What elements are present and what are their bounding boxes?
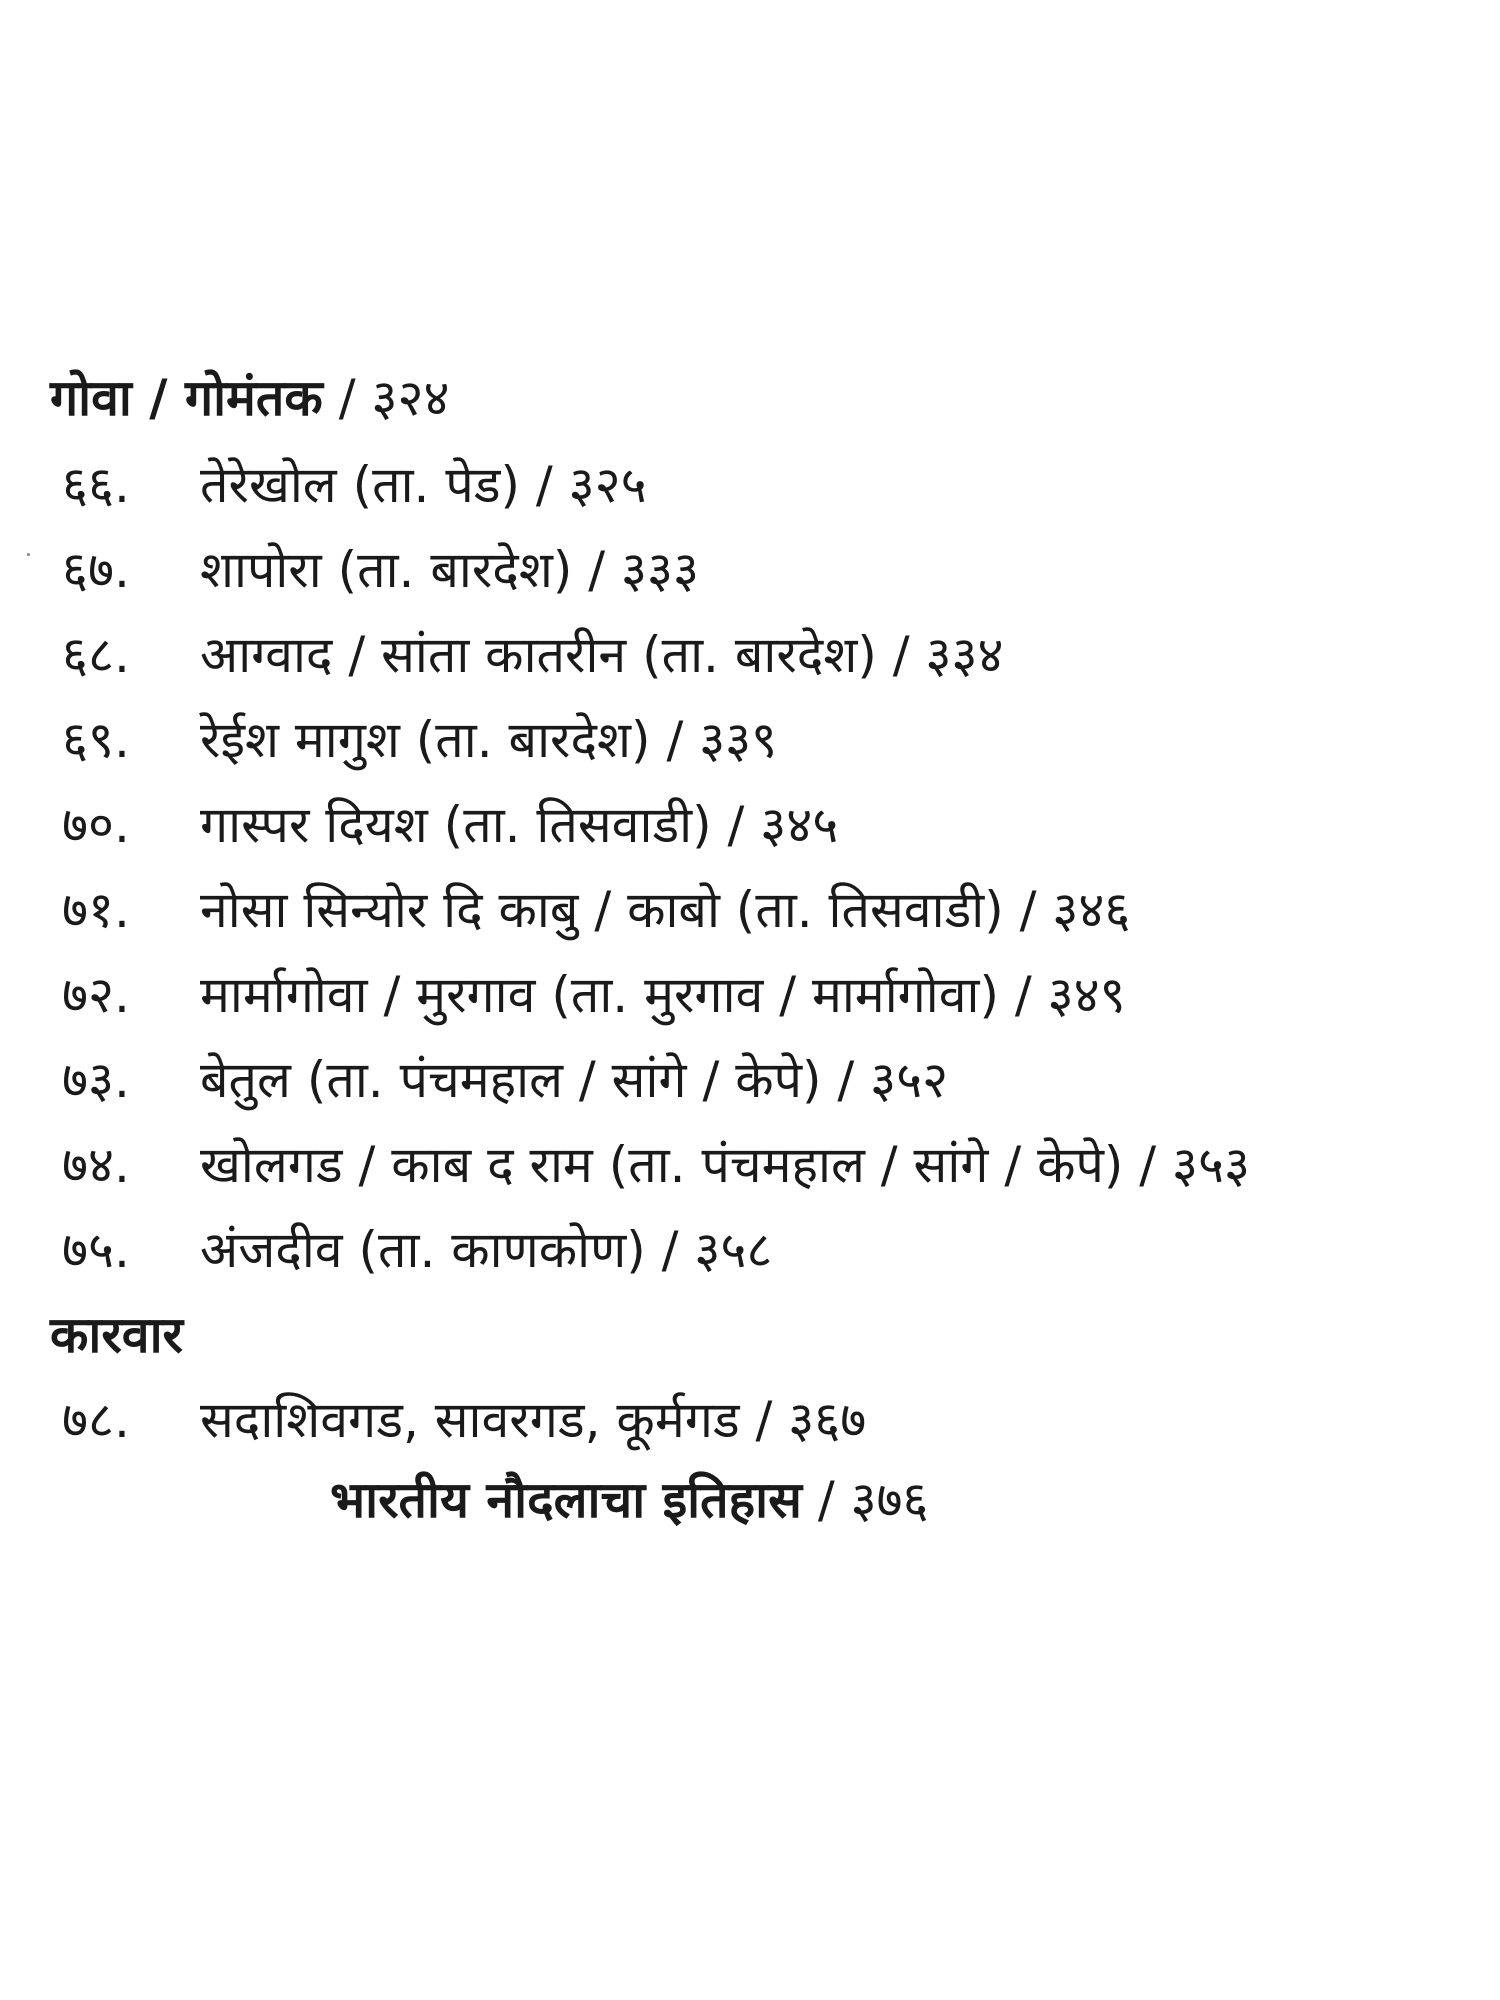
separator: / (650, 711, 700, 769)
entry-page-number: ३४९ (1047, 966, 1126, 1024)
separator: / (711, 796, 761, 854)
entry-title: शापोरा (ता. बारदेश) (200, 541, 573, 599)
entry-page-number: ३५२ (870, 1051, 949, 1109)
toc-entry[interactable] (62, 1390, 866, 1450)
entry-title: मार्मागोवा / मुरगाव (ता. मुरगाव / मार्मागोवा) (200, 966, 1000, 1024)
entry-number: ७८. (62, 1391, 130, 1449)
entry-number: ७५. (62, 1221, 130, 1279)
separator: / (999, 966, 1048, 1024)
separator: / (131, 369, 185, 427)
separator: / (645, 1221, 695, 1279)
separator: / (1003, 881, 1053, 939)
entry-number: ७२. (62, 966, 130, 1024)
entry-page-number: ३५३ (1172, 1136, 1251, 1194)
toc-entry[interactable] (62, 880, 1130, 940)
separator: / (821, 1051, 871, 1109)
entry-number: ७४. (62, 1136, 130, 1194)
section-page-number: ३२४ (371, 369, 450, 427)
entry-number: ७३. (62, 1051, 130, 1109)
entry-page-number: ३३४ (925, 626, 1004, 684)
entry-page-number: ३३३ (621, 541, 699, 599)
separator: / (1123, 1136, 1173, 1194)
entry-number: ७०. (62, 796, 130, 854)
entry-page-number: ३४५ (760, 796, 839, 854)
entry-page-number: ३५८ (694, 1221, 773, 1279)
entry-number: ६७. (62, 541, 130, 599)
section-title: कारवार (50, 1306, 183, 1364)
final-entry-title: भारतीय नौदलाचा इतिहास (330, 1471, 802, 1529)
entry-number: ७१. (62, 881, 130, 939)
toc-entry[interactable] (62, 710, 777, 770)
toc-final-entry[interactable] (330, 1470, 929, 1530)
entry-title: खोलगड / काब द राम (ता. पंचमहाल / सांगे / केपे) (200, 1136, 1124, 1194)
toc-entry[interactable] (62, 1135, 1250, 1195)
toc-entry[interactable] (62, 625, 1003, 685)
final-entry-page-number: ३७६ (850, 1471, 929, 1529)
separator: / (739, 1391, 789, 1449)
toc-entry[interactable] (62, 1220, 772, 1280)
entry-title: नोसा सिन्योर दि काबु / काबो (ता. तिसवाडी) (200, 881, 1004, 939)
entry-page-number: ३३९ (699, 711, 778, 769)
entry-page-number: ३४६ (1052, 881, 1131, 939)
entry-title: सदाशिवगड, सावरगड, कूर्मगड (200, 1391, 740, 1449)
toc-entry[interactable] (62, 540, 699, 600)
entry-number: ६९. (62, 711, 130, 769)
toc-entry[interactable] (62, 795, 838, 855)
toc-entry[interactable] (62, 1050, 948, 1110)
separator: / (801, 1471, 851, 1529)
separator: / (876, 626, 926, 684)
entry-page-number: ३२५ (568, 456, 647, 514)
entry-number: ६६. (62, 456, 130, 514)
separator: / (572, 541, 621, 599)
section-title: गोवा (50, 369, 132, 427)
scan-speck (27, 553, 30, 556)
entry-title: तेरेखोल (ता. पेड) (200, 456, 520, 514)
entry-title: आग्वाद / सांता कातरीन (ता. बारदेश) (200, 626, 877, 684)
entry-title: बेतुल (ता. पंचमहाल / सांगे / केपे) (200, 1051, 822, 1109)
toc-entry[interactable] (62, 965, 1126, 1025)
entry-title: गास्पर दियश (ता. तिसवाडी) (200, 796, 712, 854)
toc-entry[interactable] (62, 455, 647, 515)
separator: / (520, 456, 569, 514)
section-heading-goa (50, 368, 449, 428)
entry-number: ६८. (62, 626, 130, 684)
separator: / (322, 369, 372, 427)
entry-page-number: ३६७ (788, 1391, 867, 1449)
entry-title: रेईश मागुश (ता. बारदेश) (200, 711, 651, 769)
entry-title: अंजदीव (ता. काणकोण) (200, 1221, 646, 1279)
section-heading-karwar (50, 1305, 183, 1365)
section-subtitle: गोमंतक (184, 369, 323, 427)
